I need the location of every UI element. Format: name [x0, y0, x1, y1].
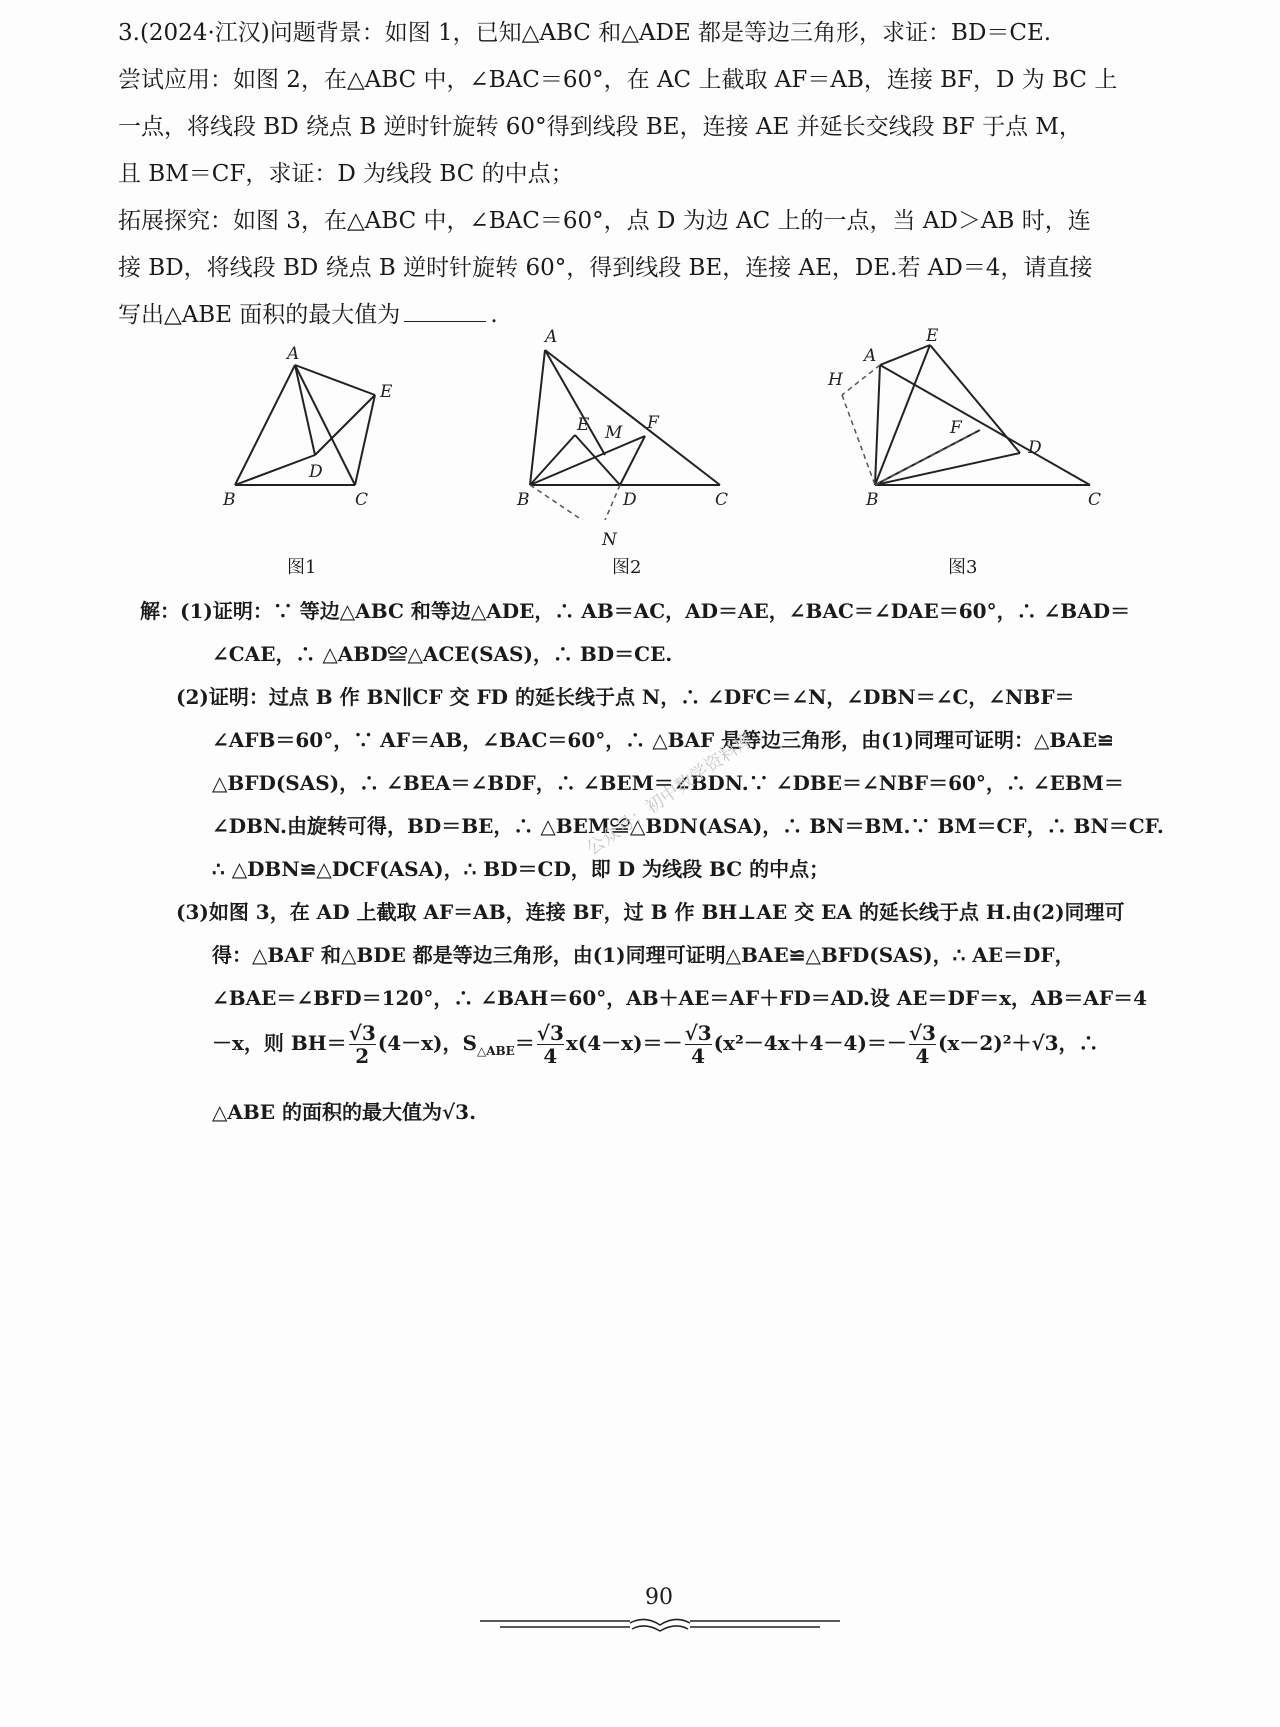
fig3-label-B: B — [866, 490, 879, 510]
fig1-label-E: E — [380, 382, 393, 402]
problem-line-3: 一点，将线段 BD 绕点 B 逆时针旋转 60°得到线段 BE，连接 AE 并延长交线段 BF 于点 M， — [118, 114, 1082, 140]
solution-1-line-2: ∠CAE，∴ △ABD≌△ACE(SAS)，∴ BD＝CE. — [212, 642, 673, 666]
fig3-label-F: F — [950, 418, 962, 438]
fig3-label-E: E — [926, 326, 939, 346]
solution-2-line-2: ∠AFB＝60°，∵ AF＝AB，∠BAC＝60°，∴ △BAF 是等边三角形，由(1)同理可证明：△BAE≌ — [212, 728, 1114, 752]
figure-3 — [820, 325, 1120, 515]
fig3-label-C: C — [1088, 490, 1102, 510]
fig1-caption: 图1 — [287, 557, 317, 578]
eq-part-g: (x－2)²＋√3，∴ — [937, 1031, 1099, 1055]
fraction-1-den: 2 — [355, 1044, 370, 1068]
problem-line-7-text: 写出△ABE 面积的最大值为 — [118, 302, 401, 328]
page-number: 90 — [645, 1585, 673, 1610]
solution-2-line-5: ∴ △DBN≌△DCF(ASA)，∴ BD＝CD，即 D 为线段 BC 的中点； — [212, 857, 830, 881]
solution-1-line-1: 解：(1)证明：∵ 等边△ABC 和等边△ADE，∴ AB＝AC，AD＝AE，∠BAC＝∠DAE＝60°，∴ ∠BAD＝ — [140, 599, 1131, 623]
fraction-1-num: √3 — [348, 1021, 376, 1045]
fraction-1 — [349, 1022, 376, 1067]
fig1-label-D: D — [309, 462, 323, 482]
solution-3-line-1: (3)如图 3，在 AD 上截取 AF＝AB，连接 BF，过 B 作 BH⊥AE 交 EA 的延长线于点 H.由(2)同理可 — [176, 900, 1125, 924]
fraction-3 — [685, 1022, 712, 1067]
problem-line-5: 拓展探究：如图 3，在△ABC 中，∠BAC＝60°，点 D 为边 AC 上的一点，当 AD＞AB 时，连 — [118, 208, 1091, 234]
fig1-label-B: B — [223, 490, 236, 510]
fraction-2 — [537, 1022, 564, 1067]
solution-2-line-1: (2)证明：过点 B 作 BN∥CF 交 FD 的延长线于点 N，∴ ∠DFC＝∠N，∠DBN＝∠C，∠NBF＝ — [176, 685, 1075, 709]
problem-tail: . — [490, 302, 498, 328]
eq-part-b: (4－x)，S — [377, 1031, 477, 1055]
figure-2 — [515, 320, 755, 520]
fraction-3-den: 4 — [691, 1044, 706, 1068]
fig1-label-A: A — [287, 344, 300, 364]
fig2-label-A: A — [545, 327, 558, 347]
fig2-label-E: E — [577, 415, 590, 435]
eq-part-e: (x²－4x＋4－4)＝－ — [713, 1031, 907, 1055]
fraction-2-num: √3 — [536, 1021, 564, 1045]
page-footer — [480, 1585, 840, 1635]
fig3-label-H: H — [828, 370, 843, 390]
eq-part-c: ＝ — [514, 1031, 535, 1055]
fig3-label-A: A — [864, 346, 877, 366]
fig1-label-C: C — [355, 490, 369, 510]
fraction-4-num: √3 — [908, 1021, 936, 1045]
eq-part-d: x(4－x)＝－ — [565, 1031, 683, 1055]
solution-2-line-3: △BFD(SAS)，∴ ∠BEA＝∠BDF，∴ ∠BEM＝∠BDN.∵ ∠DBE＝∠NBF＝60°，∴ ∠EBM＝ — [212, 771, 1124, 795]
problem-statement — [118, 10, 1188, 339]
fig2-label-M: M — [605, 423, 623, 443]
solution-3-equation — [212, 1022, 1099, 1071]
figure-1 — [215, 335, 455, 515]
problem-line-2: 尝试应用：如图 2，在△ABC 中，∠BAC＝60°，在 AC 上截取 AF＝AB，连接 BF，D 为 BC 上 — [118, 67, 1118, 93]
fig2-caption: 图2 — [612, 557, 642, 578]
eq-subscript: △ABE — [476, 1044, 515, 1058]
watermark: 公众号：初中数学资料库 — [582, 728, 757, 860]
fig2-label-D: D — [623, 490, 637, 510]
fig2-N-label: N — [602, 530, 617, 550]
solution-2-line-4: ∠DBN.由旋转可得，BD＝BE，∴ △BEM≌△BDN(ASA)，∴ BN＝BM.∵ BM＝CF，∴ BN＝CF. — [212, 814, 1164, 838]
fraction-2-den: 4 — [543, 1044, 558, 1068]
problem-line-4: 且 BM＝CF，求证：D 为线段 BC 的中点； — [118, 161, 574, 187]
solution-3-conclusion: △ABE 的面积的最大值为√3. — [212, 1100, 477, 1124]
fig2-label-C: C — [715, 490, 729, 510]
eq-part-a: －x，则 BH＝ — [212, 1031, 347, 1055]
fraction-4-den: 4 — [915, 1044, 930, 1068]
fig2-label-F: F — [647, 413, 659, 433]
answer-blank — [404, 299, 486, 322]
figures-row — [0, 326, 1280, 585]
fraction-4 — [909, 1022, 936, 1067]
fig3-label-D: D — [1028, 438, 1042, 458]
problem-line-1: 3.(2024·江汉)问题背景：如图 1，已知△ABC 和△ADE 都是等边三角形，求证：BD＝CE. — [118, 20, 1052, 46]
solution-3-line-3: ∠BAE＝∠BFD＝120°，∴ ∠BAH＝60°，AB＋AE＝AF＋FD＝AD.设 AE＝DF＝x，AB＝AF＝4 — [212, 986, 1148, 1010]
solution-3-line-2: 得：△BAF 和△BDE 都是等边三角形，由(1)同理可证明△BAE≌△BFD(SAS)，∴ AE＝DF， — [212, 943, 1075, 967]
fig3-caption: 图3 — [948, 557, 978, 578]
fraction-3-num: √3 — [684, 1021, 712, 1045]
problem-line-6: 接 BD，将线段 BD 绕点 B 逆时针旋转 60°，得到线段 BE，连接 AE，DE.若 AD＝4，请直接 — [118, 255, 1093, 281]
fig2-label-B: B — [517, 490, 530, 510]
